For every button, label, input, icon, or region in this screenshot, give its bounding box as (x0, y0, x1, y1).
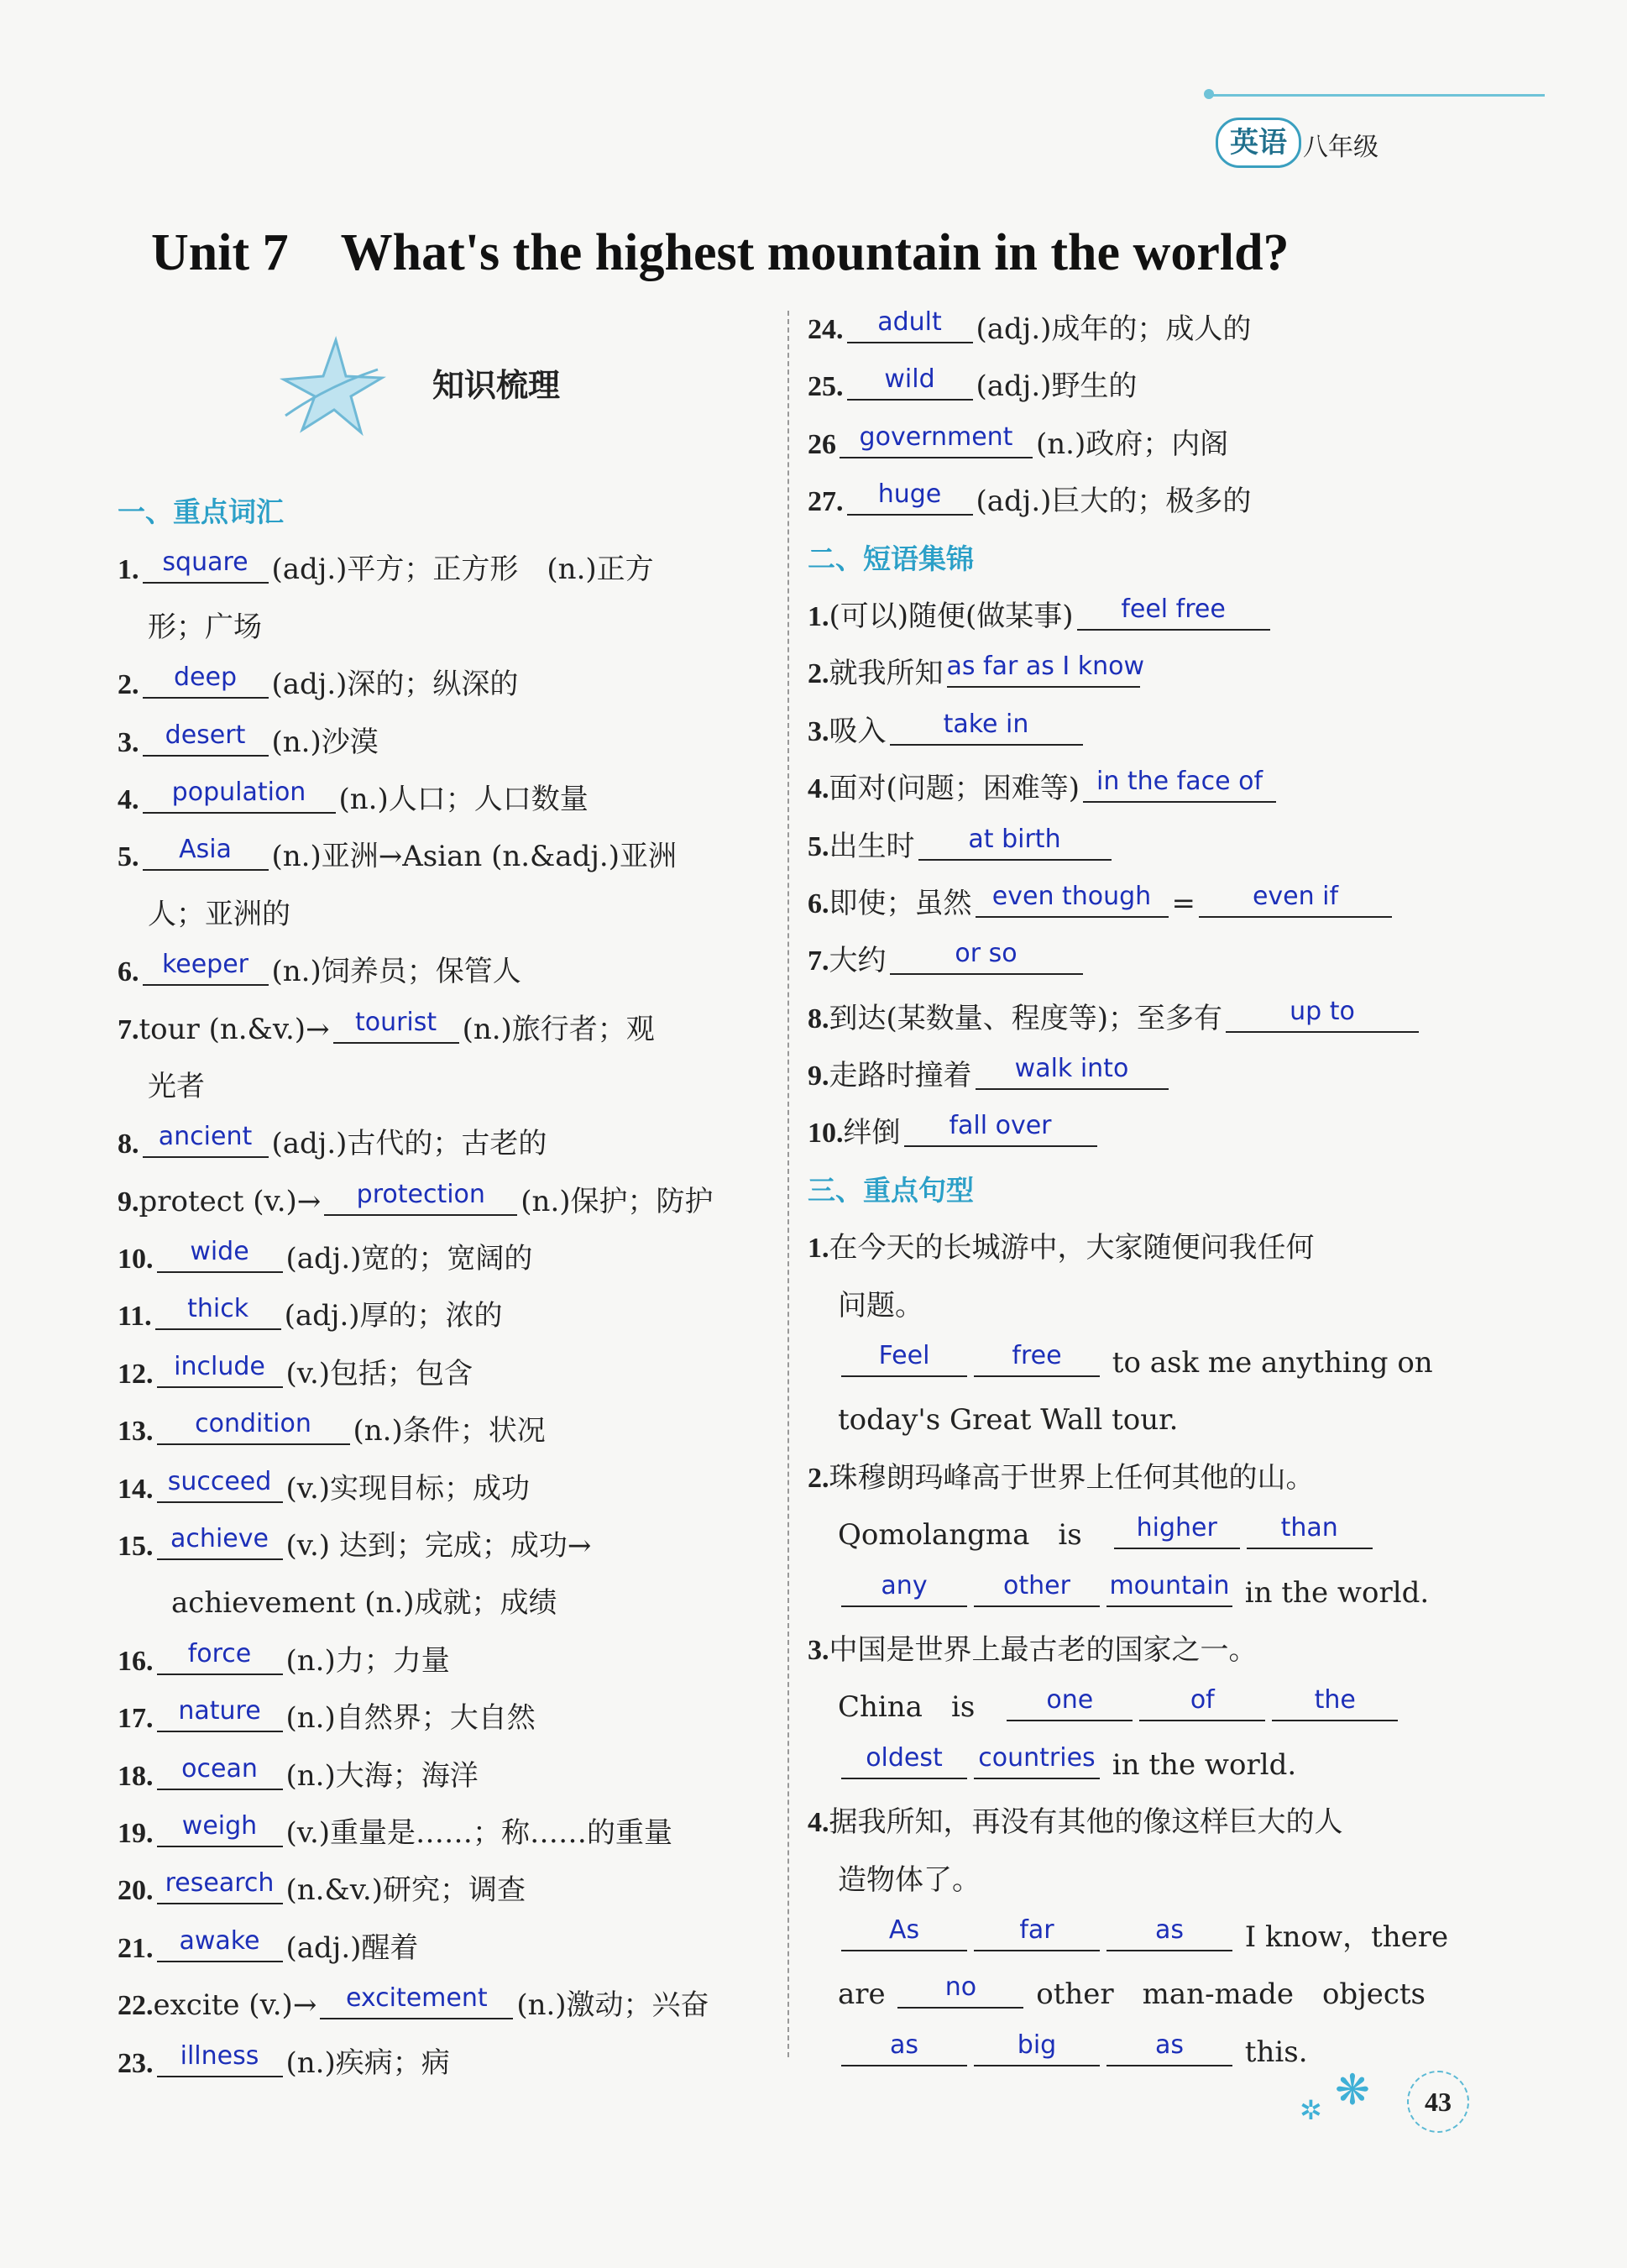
phrase-chinese: 即使；虽然 (829, 886, 972, 920)
flower-icon: ❋ (1335, 2066, 1370, 2114)
item-meaning: (n.)沙漠 (271, 725, 379, 759)
section-heading-sentences: 三、重点句型 (808, 1173, 974, 1207)
right-column (808, 301, 1471, 2081)
answer-text: force (187, 1638, 252, 1668)
text-line (808, 875, 1471, 932)
item-meaning: (n.&v.)研究；调查 (285, 1873, 526, 1908)
answer-blank (1007, 1683, 1133, 1721)
phrase-chinese: 吸入 (829, 714, 887, 748)
answer-blank (976, 879, 1169, 918)
item-number: 19. (118, 1817, 154, 1849)
text-line (808, 1909, 1471, 1966)
sentence-chinese: 珠穆朗玛峰高于世界上任何其他的山。 (829, 1460, 1315, 1495)
page-number: 43 (1407, 2071, 1469, 2133)
text-line (118, 1115, 781, 1172)
equals-sign: = (1171, 886, 1195, 920)
text-line (118, 1747, 781, 1804)
text-line (118, 1345, 781, 1402)
text-line (808, 1621, 1471, 1679)
answer-blank (333, 1005, 459, 1044)
answer-text: illness (180, 2040, 259, 2071)
answer-text: government (859, 422, 1013, 452)
item-number: 4. (808, 1807, 829, 1839)
answer-blank (1083, 764, 1276, 803)
sentence-chinese: 据我所知，再没有其他的像这样巨大的人 (829, 1805, 1343, 1840)
answer-blank (841, 2028, 967, 2066)
answer-text: Feel (878, 1341, 930, 1371)
item-number: 1. (808, 600, 829, 632)
text-line (808, 1219, 1471, 1276)
item-number: 16. (118, 1645, 154, 1677)
text-line (808, 1794, 1471, 1851)
text-line (808, 1966, 1471, 2023)
text-line (118, 1402, 781, 1459)
phrase-chinese: 就我所知 (829, 657, 944, 691)
answer-text: oldest (866, 1742, 943, 1773)
answer-blank (1226, 994, 1419, 1033)
text-line (808, 416, 1471, 473)
text-line (118, 1574, 781, 1632)
text-line (118, 656, 781, 713)
answer-blank (157, 1694, 283, 1732)
item-meaning: (n.)条件；状况 (353, 1414, 546, 1448)
sentence-chinese: 在今天的长城游中，大家随便问我任何 (829, 1231, 1315, 1265)
answer-text: other (1003, 1570, 1070, 1600)
item-meaning: (adj.)厚的；浓的 (284, 1299, 503, 1333)
answer-text: achieve (170, 1524, 269, 1554)
answer-text: even if (1252, 881, 1339, 911)
text-line (118, 943, 781, 1000)
answer-text: succeed (167, 1466, 272, 1496)
answer-blank (890, 707, 1083, 746)
answer-blank (143, 947, 269, 986)
answer-blank (157, 1637, 283, 1675)
item-prefix: protect (v.)→ (139, 1184, 322, 1218)
item-meaning: (adj.)野生的 (976, 369, 1138, 404)
item-number: 5. (118, 841, 139, 873)
sentence-chinese: 问题。 (838, 1288, 923, 1323)
item-number: 8. (808, 1003, 829, 1034)
answer-text: As (888, 1914, 920, 1945)
sentence-english: to ask me anything on (1103, 1346, 1433, 1380)
answer-text: free (1012, 1341, 1062, 1371)
answer-blank (890, 936, 1083, 975)
section-heading-phrases: 二、短语集锦 (808, 542, 974, 575)
answer-text: any (881, 1570, 928, 1600)
text-line (118, 541, 781, 598)
answer-text: higher (1136, 1513, 1217, 1543)
text-line (118, 1460, 781, 1517)
item-number: 11. (118, 1301, 152, 1333)
answer-text: or so (955, 939, 1018, 969)
answer-text: protection (356, 1179, 485, 1209)
answer-text: far (1019, 1914, 1054, 1945)
item-number: 21. (118, 1932, 154, 1964)
answer-blank (155, 1291, 281, 1330)
text-line (118, 1517, 781, 1574)
answer-text: of (1190, 1685, 1215, 1715)
answer-blank (143, 660, 269, 699)
item-number: 22. (118, 1990, 154, 2022)
answer-blank (1077, 592, 1270, 631)
item-number: 3. (118, 726, 139, 758)
item-number: 18. (118, 1760, 154, 1792)
sentence-english: Qomolangma is (838, 1518, 1111, 1553)
answer-blank (841, 1338, 967, 1377)
text-line (808, 2024, 1471, 2081)
sentence-english: China is (838, 1690, 1004, 1725)
answer-text: in the face of (1096, 767, 1263, 797)
answer-text: fall over (949, 1111, 1052, 1141)
item-number: 12. (118, 1358, 154, 1390)
text-line (808, 990, 1471, 1047)
answer-text: adult (877, 307, 942, 337)
item-number: 10. (118, 1244, 154, 1275)
answer-blank (974, 1338, 1100, 1377)
text-line (118, 1977, 781, 2034)
answer-text: ancient (158, 1122, 253, 1152)
star-icon (277, 336, 386, 437)
text-line (808, 588, 1471, 645)
answer-text: one (1046, 1685, 1094, 1715)
answer-text: up to (1290, 996, 1355, 1026)
answer-blank (974, 1741, 1100, 1779)
text-line (808, 1334, 1471, 1391)
answer-text: as (1154, 1914, 1184, 1945)
text-line (808, 1679, 1471, 1736)
text-line (808, 473, 1471, 530)
answer-blank (157, 1924, 283, 1962)
sentence-english: in the world. (1103, 1747, 1297, 1782)
answer-text: excitement (345, 1983, 488, 2014)
answer-blank (157, 1234, 283, 1273)
text-line (808, 1047, 1471, 1104)
text-line (118, 1804, 781, 1862)
phrase-chinese: 出生时 (829, 829, 915, 863)
item-meaning: (v.) 达到；完成；成功→ (285, 1529, 592, 1564)
answer-text: feel free (1121, 594, 1226, 624)
text-line (118, 1287, 781, 1344)
answer-text: keeper (161, 950, 249, 980)
answer-blank (847, 362, 973, 401)
text-line (808, 1564, 1471, 1621)
item-number: 24. (808, 314, 844, 345)
answer-text: thick (187, 1294, 249, 1324)
text-line (118, 1689, 781, 1747)
item-number: 3. (808, 1634, 829, 1666)
answer-blank (1106, 1913, 1232, 1951)
answer-blank (320, 1981, 513, 2019)
text-line (808, 1852, 1471, 1909)
item-meaning: (n.)保护；防护 (521, 1184, 714, 1218)
answer-text: research (165, 1868, 275, 1899)
item-number: 6. (808, 888, 829, 919)
answer-text: ocean (181, 1753, 258, 1783)
sentence-english: are (838, 1977, 895, 2012)
item-prefix: tour (n.&v.)→ (139, 1012, 330, 1046)
text-line (118, 1862, 781, 1919)
text-line (118, 1173, 781, 1230)
item-number: 1. (118, 554, 139, 586)
text-line (808, 1277, 1471, 1334)
text-line (808, 358, 1471, 415)
item-meaning: (n.)自然界；大自然 (285, 1701, 536, 1736)
phrase-chinese: 走路时撞着 (829, 1059, 972, 1093)
answer-blank (1106, 1569, 1232, 1607)
answer-text: than (1280, 1513, 1338, 1543)
answer-blank (157, 1349, 283, 1388)
sentence-chinese: 造物体了。 (838, 1862, 981, 1897)
phrase-chinese: 面对(问题；困难等) (829, 772, 1080, 806)
answer-blank (841, 1569, 967, 1607)
item-number: 6. (118, 956, 139, 988)
answer-blank (847, 305, 973, 343)
text-line (808, 818, 1471, 875)
phrase-chinese: 大约 (829, 944, 887, 978)
section-heading-vocab: 一、重点词汇 (118, 495, 284, 528)
item-number: 2. (808, 1462, 829, 1494)
grade-label: 八年级 (1303, 133, 1379, 162)
item-number: 9. (118, 1186, 139, 1218)
answer-text: include (174, 1351, 265, 1381)
text-line (808, 1449, 1471, 1506)
item-number: 13. (118, 1416, 154, 1448)
answer-blank (157, 2039, 283, 2077)
phrase-chinese: (可以)随便(做某事) (829, 599, 1074, 633)
item-continuation: achievement (n.)成就；成绩 (171, 1586, 557, 1621)
item-number: 8. (118, 1129, 139, 1160)
item-meaning: (adj.)巨大的；极多的 (976, 485, 1252, 519)
answer-blank (976, 1051, 1169, 1090)
item-meaning: (adj.)古代的；古老的 (271, 1127, 547, 1161)
answer-text: awake (179, 1925, 260, 1956)
item-meaning: (adj.)深的；纵深的 (271, 668, 519, 702)
answer-blank (841, 1741, 967, 1779)
item-meaning: (n.)疾病；病 (285, 2045, 450, 2080)
answer-blank (847, 477, 973, 516)
answer-blank (918, 822, 1112, 861)
item-number: 5. (808, 830, 829, 862)
answer-text: as (1154, 2030, 1184, 2060)
item-meaning: (n.)旅行者；观 (462, 1012, 655, 1046)
text-line (808, 1104, 1471, 1161)
item-meaning: (n.)饲养员；保管人 (271, 955, 521, 989)
item-continuation: 人；亚洲的 (148, 897, 290, 931)
flower-icon: ✲ (1300, 2094, 1322, 2126)
answer-text: square (162, 547, 248, 578)
answer-text: as (889, 2030, 918, 2060)
item-meaning: (v.)重量是……；称……的重量 (285, 1815, 673, 1850)
answer-blank (1199, 879, 1392, 918)
text-line (118, 2035, 781, 2092)
item-number: 7. (808, 945, 829, 977)
sentence-english: this. (1236, 2035, 1308, 2069)
answer-blank (841, 1913, 967, 1951)
text-line (118, 714, 781, 771)
unit-title: Unit 7 What's the highest mountain in the world? (151, 224, 1290, 281)
answer-blank (1272, 1683, 1398, 1721)
answer-blank (157, 1752, 283, 1790)
answer-blank (157, 1809, 283, 1847)
text-line (118, 771, 781, 828)
answer-text: even though (991, 881, 1152, 911)
text-line (118, 599, 781, 656)
answer-text: deep (174, 663, 237, 693)
answer-blank (1114, 1511, 1240, 1549)
item-number: 7. (118, 1014, 139, 1045)
phrase-chinese: 绊倒 (843, 1116, 901, 1150)
item-number: 26 (808, 428, 836, 460)
text-line (118, 1001, 781, 1058)
sentence-english: in the world. (1236, 1575, 1430, 1610)
answer-blank (946, 649, 1145, 688)
header-rule (1209, 94, 1545, 97)
text-line (118, 1230, 781, 1287)
text-line (808, 301, 1471, 358)
item-meaning: (adj.)成年的；成人的 (976, 312, 1252, 346)
item-number: 17. (118, 1703, 154, 1735)
subject-badge: 英语 (1216, 118, 1301, 168)
answer-blank (1139, 1683, 1265, 1721)
text-line (808, 1162, 1471, 1219)
answer-text: no (944, 1972, 977, 2003)
answer-blank (904, 1108, 1097, 1147)
text-line (118, 1632, 781, 1689)
knowledge-title: 知识梳理 (432, 367, 561, 404)
text-line (808, 932, 1471, 989)
answer-blank (157, 1522, 283, 1560)
answer-text: nature (178, 1696, 261, 1726)
item-number: 4. (808, 773, 829, 805)
item-meaning: (n.)人口；人口数量 (338, 782, 589, 816)
text-line (808, 1391, 1471, 1448)
item-number: 3. (808, 715, 829, 747)
sentence-english: other man-made objects (1027, 1977, 1426, 2012)
answer-text: the (1314, 1685, 1356, 1715)
answer-blank (157, 1464, 283, 1503)
answer-text: as far as I know (946, 652, 1145, 682)
item-meaning: (adj.)平方；正方形 (n.)正方 (271, 553, 654, 587)
item-number: 27. (808, 486, 844, 518)
answer-blank (974, 1913, 1100, 1951)
item-number: 23. (118, 2047, 154, 2079)
item-meaning: (adj.)宽的；宽阔的 (285, 1242, 533, 1276)
answer-text: at birth (968, 824, 1061, 854)
answer-blank (157, 1406, 350, 1445)
answer-blank (143, 832, 269, 871)
item-number: 2. (118, 669, 139, 701)
text-line (118, 1920, 781, 1977)
text-line (808, 531, 1471, 588)
answer-text: Asia (179, 835, 232, 865)
item-continuation: 形；广场 (148, 610, 262, 644)
item-meaning: (v.)包括；包含 (285, 1356, 473, 1391)
answer-text: wide (190, 1237, 249, 1267)
answer-blank (157, 1866, 283, 1904)
sentence-english: today's Great Wall tour. (838, 1403, 1179, 1438)
text-line (118, 1058, 781, 1115)
answer-blank (324, 1177, 517, 1216)
phrase-chinese: 到达(某数量、程度等)；至多有 (829, 1001, 1223, 1035)
text-line (118, 828, 781, 885)
text-line (808, 760, 1471, 817)
sentence-english: I know，there (1236, 1920, 1449, 1954)
item-number: 15. (118, 1531, 154, 1563)
answer-text: weigh (181, 1810, 258, 1841)
item-number: 4. (118, 783, 139, 815)
answer-blank (1247, 1511, 1373, 1549)
item-continuation: 光者 (148, 1069, 205, 1103)
sentence-chinese: 中国是世界上最古老的国家之一。 (829, 1632, 1258, 1667)
item-number: 14. (118, 1473, 154, 1505)
left-column (118, 484, 781, 2092)
answer-blank (974, 2028, 1100, 2066)
answer-blank (143, 545, 269, 584)
answer-text: big (1017, 2030, 1057, 2060)
answer-text: wild (884, 364, 935, 395)
answer-blank (143, 1119, 269, 1158)
text-line (808, 645, 1471, 702)
item-prefix: excite (v.)→ (153, 1988, 317, 2023)
text-line (808, 1506, 1471, 1564)
answer-blank (974, 1569, 1100, 1607)
item-number: 25. (808, 371, 844, 403)
item-meaning: (adj.)醒着 (285, 1930, 419, 1965)
answer-blank (143, 718, 269, 757)
item-meaning: (v.)实现目标；成功 (285, 1471, 531, 1506)
answer-text: desert (165, 720, 246, 750)
answer-text: countries (978, 1742, 1096, 1773)
answer-text: take in (943, 709, 1029, 739)
answer-text: huge (877, 479, 942, 510)
answer-blank (1106, 2028, 1232, 2066)
answer-text: population (171, 777, 306, 807)
item-number: 1. (808, 1233, 829, 1265)
answer-blank (840, 420, 1033, 458)
answer-text: condition (195, 1409, 311, 1439)
item-meaning: (n.)力；力量 (285, 1643, 450, 1678)
answer-text: tourist (354, 1007, 437, 1037)
text-line (808, 1736, 1471, 1794)
column-divider (787, 311, 789, 2057)
item-number: 20. (118, 1875, 154, 1907)
item-number: 9. (808, 1061, 829, 1092)
item-meaning: (n.)亚洲→Asian (n.&adj.)亚洲 (271, 840, 677, 874)
item-number: 10. (808, 1118, 844, 1150)
answer-blank (897, 1970, 1023, 2009)
item-meaning: (n.)政府；内阁 (1036, 427, 1229, 461)
answer-blank (143, 775, 336, 814)
item-number: 2. (808, 658, 829, 690)
item-meaning: (n.)激动；兴奋 (516, 1988, 709, 2023)
text-line (118, 484, 781, 541)
text-line (808, 703, 1471, 760)
text-line (118, 886, 781, 943)
answer-text: mountain (1109, 1570, 1230, 1600)
item-meaning: (n.)大海；海洋 (285, 1758, 479, 1793)
answer-text: walk into (1014, 1054, 1129, 1084)
